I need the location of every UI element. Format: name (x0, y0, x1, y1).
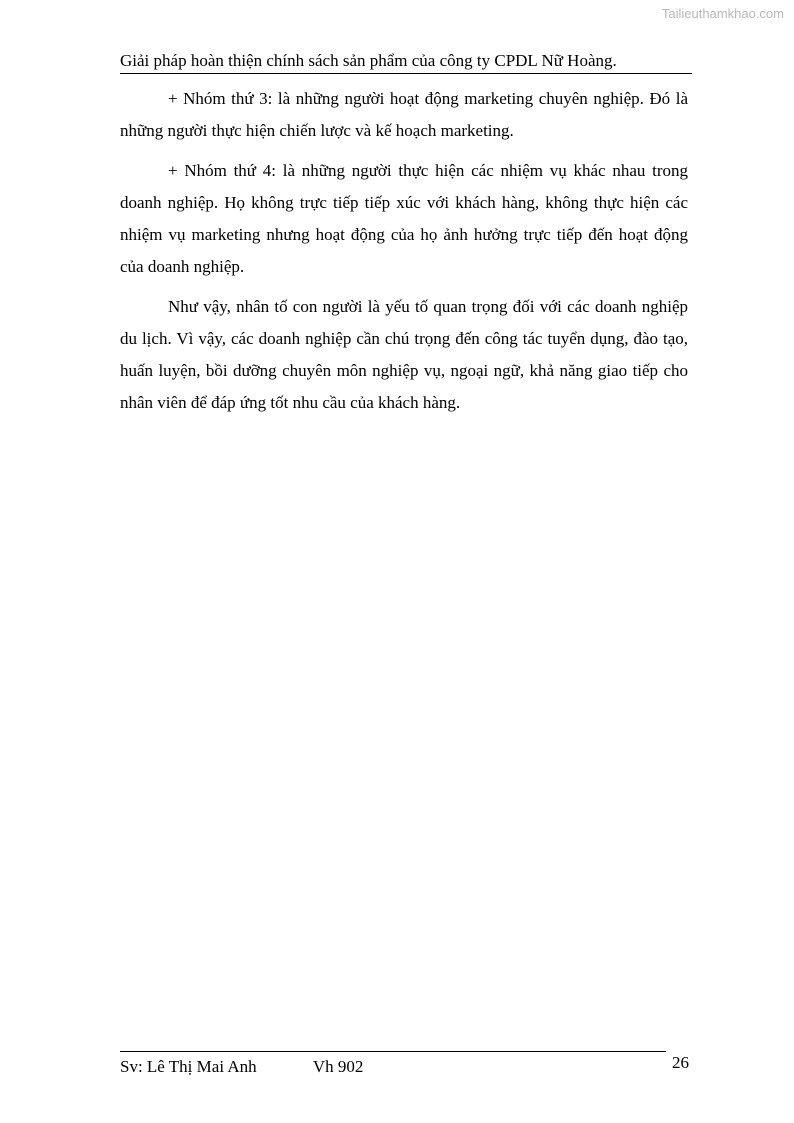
document-body (120, 83, 688, 427)
paragraph-conclusion: Như vậy, nhân tố con người là yếu tố quan trọng đối với các doanh nghiệp du lịch. Vì vậy, các doanh nghiệp cần chú trọng đến công tác tuyển dụng, đào tạo, huấn luyện, bồi dưỡng chuyên môn nghiệp vụ, ngoại ngữ, khả năng giao tiếp cho nhân viên để đáp ứng tốt nhu cầu của khách hàng. (120, 297, 688, 412)
watermark-text: Tailieuthamkhao.com (661, 6, 784, 21)
page-number: 26 (672, 1053, 689, 1072)
paragraph-group-3: + Nhóm thứ 3: là những người hoạt động marketing chuyên nghiệp. Đó là những người thực hiện chiến lược và kế hoạch marketing. (120, 89, 688, 140)
page-header-title: Giải pháp hoàn thiện chính sách sản phẩm của công ty CPDL Nữ Hoàng. (120, 50, 692, 74)
footer-class-code: Vh 902 (312, 1057, 364, 1076)
footer-info (120, 1056, 363, 1078)
footer-divider (120, 1051, 666, 1052)
paragraph-group-4: + Nhóm thứ 4: là những người thực hiện các nhiệm vụ khác nhau trong doanh nghiệp. Họ không trực tiếp tiếp xúc với khách hàng, không thực hiện các nhiệm vụ marketing nhưng hoạt động của họ ảnh hưởng trực tiếp đến hoạt động của doanh nghiệp. (120, 161, 688, 276)
footer-student-name: Sv: Lê Thị Mai Anh (120, 1057, 257, 1076)
